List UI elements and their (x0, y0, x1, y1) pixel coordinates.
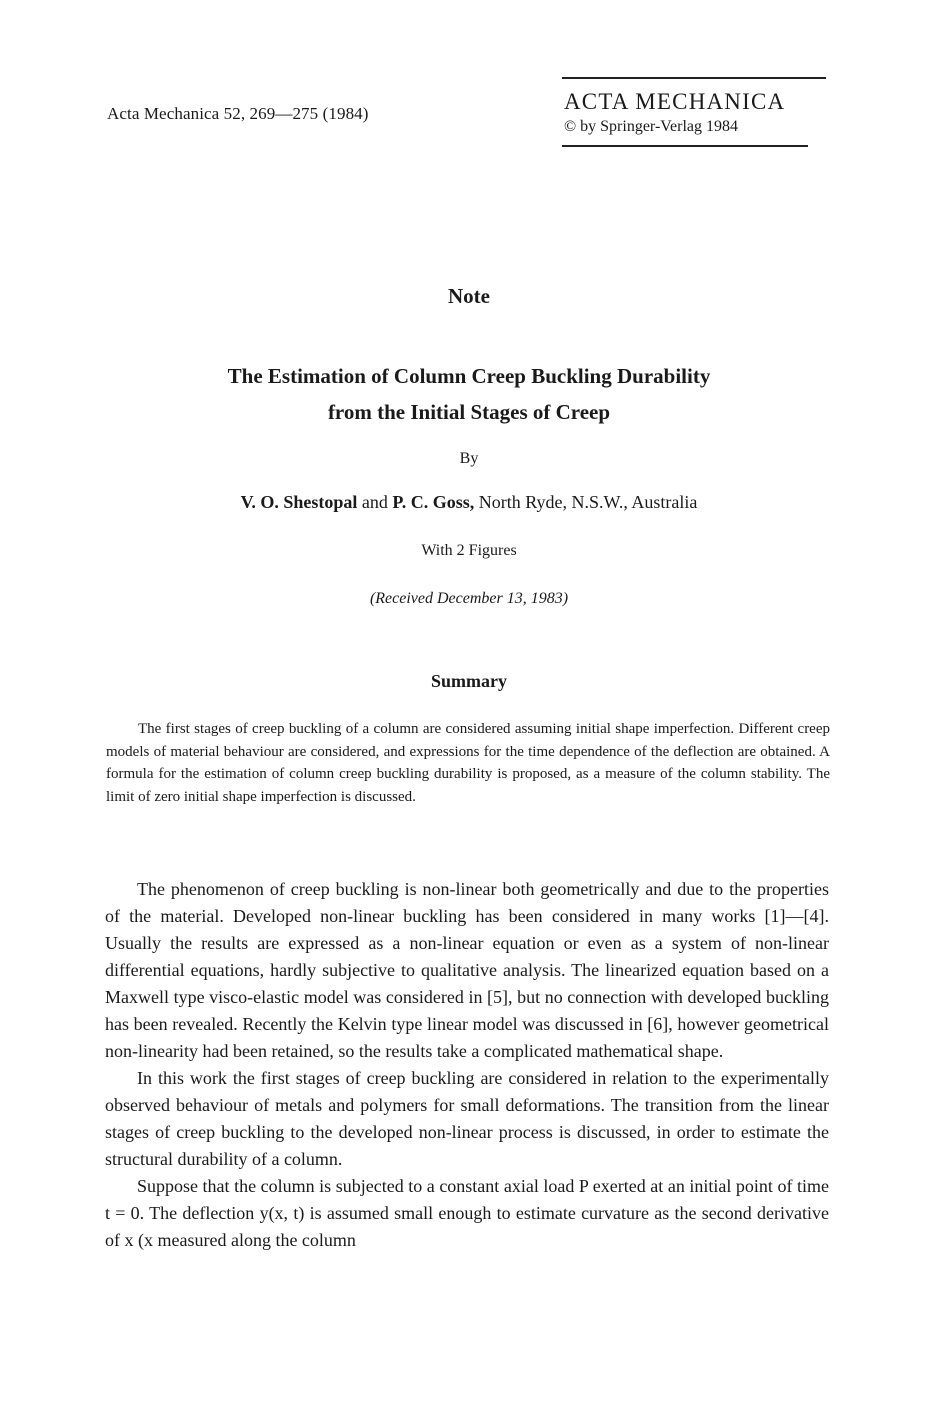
author-conjunction: and (357, 492, 393, 512)
body-paragraph-2: In this work the first stages of creep buckling are considered in relation to the experimentally observed behaviour of metals and polymers for small deformations. The transition from the linear stages of creep buckling to the developed non-linear process is discussed, in order to estimate the structural durability of a column. (105, 1068, 829, 1169)
journal-name: ACTA MECHANICA (564, 89, 786, 114)
journal-citation: Acta Mechanica 52, 269—275 (1984) (107, 104, 369, 123)
author-line (0, 492, 938, 513)
body-paragraph-3: Suppose that the column is subjected to a constant axial load P exerted at an initial point of time t = 0. The deflection y(x, t) is assumed small enough to estimate curvature as the second derivative of x (x measured along the column (105, 1176, 829, 1250)
masthead-rule-bottom (562, 145, 808, 147)
summary-heading: Summary (431, 671, 507, 691)
by-label: By (459, 450, 479, 467)
journal-masthead (562, 77, 828, 147)
summary-abstract: The first stages of creep buckling of a column are considered assuming initial shape imperfection. Different creep models of material behaviour are considered, and expressions for the time dependence of the deflection are obtained. A formula for the estimation of column creep buckling durability is proposed, as a measure of the column stability. The limit of zero initial shape imperfection is discussed. (106, 721, 830, 805)
received-date: (Received December 13, 1983) (369, 590, 569, 607)
article-title-line-2: from the Initial Stages of Creep (327, 400, 611, 424)
article-type-label: Note (448, 284, 490, 308)
author-2: P. C. Goss, (392, 492, 475, 512)
body-paragraph-1: The phenomenon of creep buckling is non-linear both geometrically and due to the properties of the material. Developed non-linear buckling has been considered in many works [1]—[4]. Usually the results are expressed as a non-linear equation or even as a system of non-linear differential equations, hardly subjective to qualitative analysis. The linearized equation based on a Maxwell type visco-elastic model was considered in [5], but no connection with developed buckling has been revealed. Recently the Kelvin type linear model was discussed in [6], however geometrical non-linearity had been retained, so the results take a complicated mathematical shape. (105, 879, 829, 1061)
figures-note: With 2 Figures (421, 542, 517, 559)
masthead-rule-top (562, 77, 826, 79)
journal-copyright: © by Springer-Verlag 1984 (564, 118, 739, 135)
article-title-line-1: The Estimation of Column Creep Buckling Durability (227, 364, 711, 388)
body-text (105, 876, 829, 1254)
author-1: V. O. Shestopal (240, 492, 358, 512)
author-affiliation: North Ryde, N.S.W., Australia (474, 492, 698, 512)
article-title (0, 358, 938, 430)
